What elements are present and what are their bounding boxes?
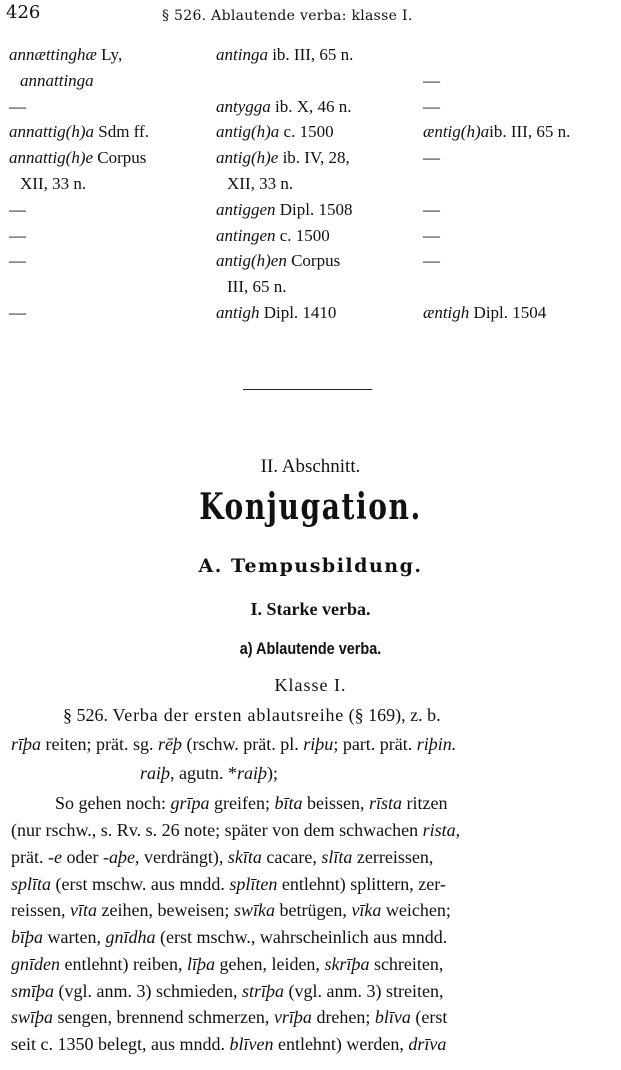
word-form: antig(h)e [216, 148, 279, 168]
text-run: zeihen, beweisen; [96, 900, 234, 920]
text-run: weichen; [381, 900, 451, 920]
word-form: annattig(h)e [9, 148, 94, 168]
text-run: ritzen [402, 793, 448, 813]
table-row [0, 71, 621, 97]
text-run: (erst [410, 1007, 448, 1027]
chapter-title: Konjugation. [199, 486, 422, 528]
text-run: — [423, 70, 440, 90]
section-heading: II. Abschnitt. [260, 456, 361, 477]
word-form: æntigh [423, 302, 470, 322]
table-cell-c3 [423, 200, 440, 220]
text-run: cacare, [261, 847, 322, 867]
word-form: æntig(h)a [423, 122, 490, 142]
text-run: ); [267, 763, 279, 783]
table-cell-c1 [20, 71, 94, 91]
table-row [0, 251, 621, 277]
word-form: vrīþa [273, 1007, 312, 1027]
word-form: swīka [233, 900, 275, 920]
word-form: antigh [216, 302, 260, 322]
word-form: splīta [11, 874, 52, 894]
table-cell-c2 [227, 174, 293, 194]
word-form: splīten [229, 874, 278, 894]
text-run: — [9, 251, 26, 271]
text-run: ib. III, 65 n. [267, 45, 354, 64]
table-cell-c2 [216, 148, 350, 168]
text-line [11, 734, 456, 755]
table-cell-c2 [216, 97, 352, 117]
table-row [0, 277, 621, 303]
text-run: (erst mschw., wahrscheinlich aus mndd. [155, 927, 448, 947]
text-run: (erst mschw. aus mndd. [51, 874, 230, 894]
table-cell-c1 [9, 303, 26, 323]
text-line [11, 954, 443, 975]
text-run: greifen; [209, 793, 275, 813]
text-run: oder [61, 847, 103, 867]
word-form: annattig(h)a [9, 122, 94, 142]
text-run: entlehnt) werden, [273, 1034, 409, 1054]
text-run: Corpus [286, 251, 341, 271]
word-form: antinga [216, 45, 268, 64]
word-form: riþu [303, 734, 334, 754]
text-run: — [9, 225, 26, 245]
text-run: betrügen, [274, 900, 352, 920]
word-form: smīþa [11, 981, 55, 1001]
word-form: -e [47, 847, 62, 867]
table-cell-c3 [423, 97, 440, 117]
text-run: — [423, 96, 440, 116]
table-row [0, 97, 621, 123]
table-cell-c1 [20, 174, 86, 194]
word-form: raiþ [237, 763, 268, 783]
text-run: XII, 33 n. [227, 173, 294, 193]
table-cell-c1 [9, 97, 26, 117]
word-form: strīþa [241, 981, 284, 1001]
word-form: annættinghæ [9, 45, 97, 64]
text-run: So gehen noch: [55, 793, 171, 813]
text-run: III, 65 n. [227, 277, 287, 297]
text-run: — [423, 251, 440, 271]
word-form: antig(h)en [216, 251, 287, 271]
text-run: (rschw. prät. pl. [181, 734, 304, 754]
word-form: raiþ [140, 763, 171, 783]
table-cell-c3 [423, 251, 440, 271]
word-form: skīta [227, 847, 262, 867]
text-run: seit c. 1350 belegt, aus mndd. [11, 1034, 230, 1054]
text-line [140, 763, 278, 784]
table-cell-c3 [423, 122, 570, 142]
text-run: — [423, 148, 440, 168]
class-heading: Klasse I. [274, 675, 347, 695]
text-run: Corpus [93, 148, 147, 168]
group-heading: a) Ablautende verba. [239, 639, 382, 658]
text-run: — [423, 199, 440, 219]
subsubsection-heading: I. Starke verba. [250, 599, 371, 619]
word-form: slīta [321, 847, 353, 867]
text-run: sengen, brennend schmerzen, [53, 1007, 274, 1027]
text-line [11, 927, 447, 948]
table-cell-c1 [9, 122, 149, 142]
text-run: verdrängt), [139, 847, 228, 867]
word-form: antygga [216, 96, 271, 116]
page-number: 426 [6, 2, 41, 23]
text-run: § 526. [63, 705, 113, 725]
text-run: ib. X, 46 n. [270, 96, 352, 116]
text-line [11, 847, 433, 868]
text-run: — [9, 302, 26, 322]
text-line [11, 1034, 446, 1055]
text-run: reiten; prät. sg. [41, 734, 158, 754]
word-form: bīþa [11, 927, 44, 947]
word-form: riþin. [416, 734, 457, 754]
table-cell-c3 [423, 148, 440, 168]
word-form: līþa [186, 954, 215, 974]
word-form: antingen [216, 225, 276, 245]
text-run: Ly, [96, 45, 123, 64]
table-cell-c2 [216, 251, 340, 271]
subsection-heading: A. Tempusbildung. [198, 555, 423, 577]
text-line [63, 705, 441, 726]
text-run: — [9, 199, 26, 219]
text-run: ; part. prät. [333, 734, 417, 754]
text-run: Verba der ersten ablautsreihe [112, 705, 345, 725]
section-divider [243, 389, 372, 390]
word-form: bīta [274, 793, 303, 813]
table-cell-c1 [9, 226, 26, 246]
text-run: gehen, leiden, [214, 954, 325, 974]
text-run: (vgl. anm. 3) streiten, [284, 981, 444, 1001]
word-form: skrīþa [324, 954, 370, 974]
word-form: -aþe, [102, 847, 140, 867]
text-run: ib. IV, 28, [278, 148, 350, 168]
table-row [0, 45, 621, 71]
table-cell-c2 [216, 303, 336, 323]
word-form: swīþa [11, 1007, 54, 1027]
word-form: annattinga [20, 70, 94, 90]
text-run: schreiten, [369, 954, 444, 974]
table-cell-c3 [423, 71, 440, 91]
table-cell-c1 [9, 200, 26, 220]
word-form: blīven [229, 1034, 274, 1054]
text-line [11, 1007, 447, 1028]
table-row [0, 174, 621, 200]
table-cell-c2 [216, 122, 334, 142]
text-run: drehen; [311, 1007, 375, 1027]
text-run: Dipl. 1504 [469, 302, 547, 322]
text-line [11, 820, 460, 841]
word-form: antiggen [216, 199, 276, 219]
table-cell-c3 [423, 226, 440, 246]
table-cell-c2 [216, 200, 352, 220]
text-run: zerreissen, [352, 847, 434, 867]
text-run: (nur rschw., s. Rv. s. 26 note; später von dem schwachen [11, 820, 423, 840]
word-form: rēþ [157, 734, 182, 754]
table-cell-c2 [216, 45, 353, 65]
text-run: ib. III, 65 n. [489, 122, 571, 142]
text-run: c. 1500 [279, 122, 334, 142]
table-cell-c2 [216, 226, 330, 246]
word-form: rista, [422, 820, 461, 840]
text-run: entlehnt) reiben, [60, 954, 187, 974]
word-form: rīþa [11, 734, 42, 754]
text-run: (§ 169), z. b. [344, 705, 441, 725]
text-line [11, 981, 443, 1002]
word-form: gnīdha [105, 927, 156, 947]
text-line [11, 900, 451, 921]
text-run: Dipl. 1410 [259, 302, 337, 322]
text-run: prät. [11, 847, 48, 867]
word-form: drīva [408, 1034, 447, 1054]
table-cell-c1 [9, 148, 146, 168]
text-run: — [9, 96, 26, 116]
table-cell-c2 [227, 277, 286, 297]
table-row [0, 200, 621, 226]
word-form: blīva [374, 1007, 411, 1027]
table-cell-c3 [423, 303, 546, 323]
text-run: entlehnt) splittern, zer- [277, 874, 446, 894]
text-run: Sdm ff. [94, 122, 149, 142]
word-form: antig(h)a [216, 122, 280, 142]
text-run: XII, 33 n. [20, 173, 87, 193]
text-run: warten, [43, 927, 106, 947]
table-row [0, 148, 621, 174]
word-form: grīpa [170, 793, 210, 813]
word-form: vīta [69, 900, 97, 920]
word-form: vīka [351, 900, 382, 920]
text-run: (vgl. anm. 3) schmieden, [54, 981, 242, 1001]
text-run: Dipl. 1508 [275, 199, 353, 219]
table-row [0, 303, 621, 329]
text-run: reissen, [11, 900, 70, 920]
running-head: § 526. Ablautende verba: klasse I. [162, 8, 413, 24]
text-run: — [423, 225, 440, 245]
word-form: gnīden [11, 954, 60, 974]
forms-table [0, 45, 621, 329]
word-form: rīsta [368, 793, 402, 813]
text-run: , agutn. * [170, 763, 238, 783]
text-line [11, 874, 446, 895]
text-run: c. 1500 [275, 225, 330, 245]
table-row [0, 122, 621, 148]
text-line [55, 793, 447, 814]
table-cell-c1 [9, 45, 122, 65]
text-run: beissen, [302, 793, 369, 813]
table-row [0, 226, 621, 252]
table-cell-c1 [9, 251, 26, 271]
